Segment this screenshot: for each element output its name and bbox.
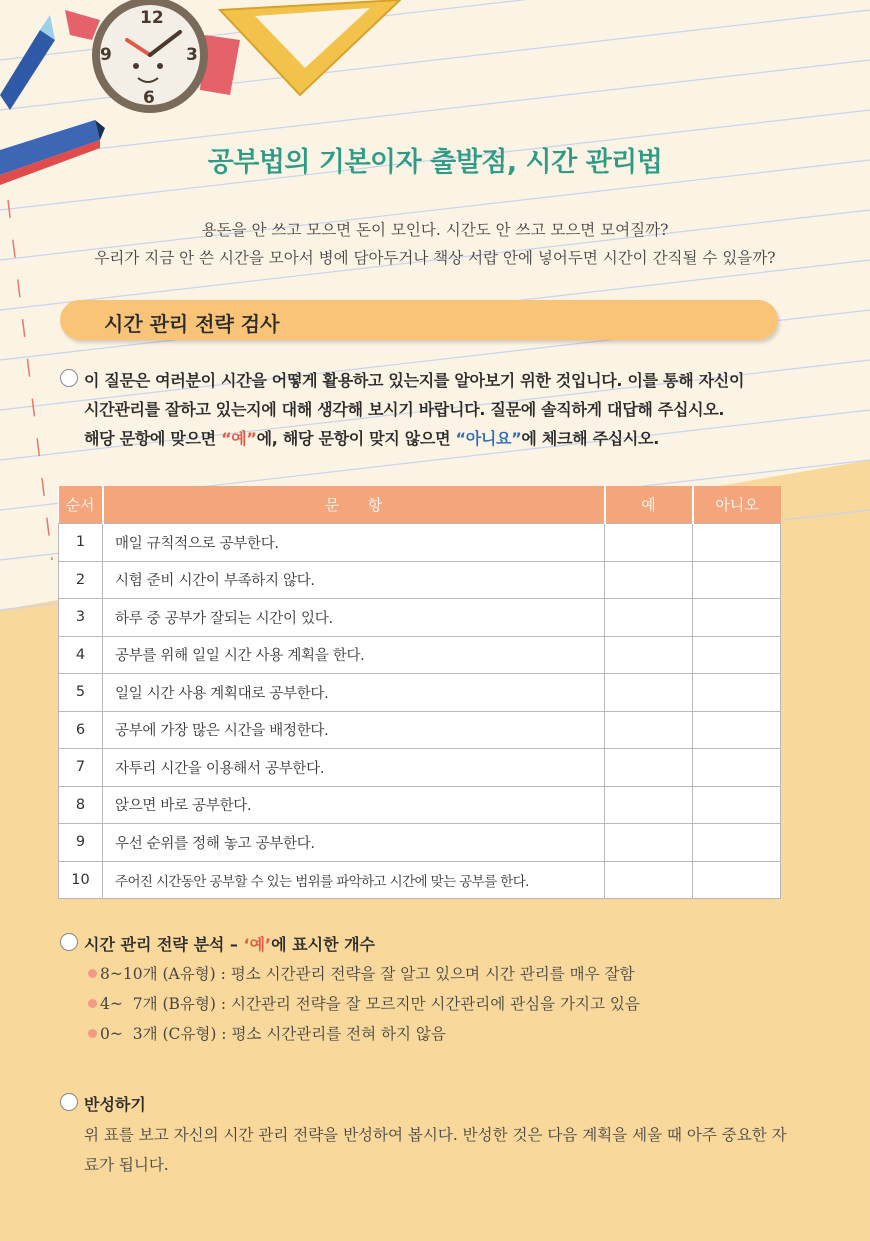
header-question: 문 항	[103, 486, 605, 524]
table-row	[59, 561, 781, 599]
no-check-cell[interactable]	[693, 786, 781, 824]
yes-check-cell[interactable]	[605, 674, 693, 712]
bullet-dot-icon	[88, 1029, 97, 1038]
row-question: 주어진 시간동안 공부할 수 있는 범위를 파악하고 시간에 맞는 공부를 한다.	[103, 861, 605, 899]
section-title: 시간 관리 전략 검사	[104, 312, 280, 336]
instruction-text: 에, 해당 문항이 맞지 않으면	[256, 429, 456, 448]
no-check-cell[interactable]	[693, 674, 781, 712]
smiley-icon	[60, 369, 78, 387]
clock-number-6: 6	[143, 88, 155, 108]
analysis-item	[88, 962, 634, 984]
row-question: 시험 준비 시간이 부족하지 않다.	[103, 561, 605, 599]
no-check-cell[interactable]	[693, 599, 781, 637]
row-num: 10	[59, 861, 103, 899]
analysis-item-text: 0~ 3개 (C유형) : 평소 시간관리를 전혀 하지 않음	[100, 1025, 446, 1043]
row-question: 하루 중 공부가 잘되는 시간이 있다.	[103, 599, 605, 637]
table-row	[59, 786, 781, 824]
analysis-heading-text: 에 표시한 개수	[271, 935, 376, 954]
instruction-text: 해당 문항에 맞으면	[84, 429, 222, 448]
table-row	[59, 674, 781, 712]
yes-check-cell[interactable]	[605, 561, 693, 599]
no-check-cell[interactable]	[693, 711, 781, 749]
header-no: 아니오	[693, 486, 781, 524]
instruction-line-1: 이 질문은 여러분이 시간을 어떻게 활용하고 있는지를 알아보기 위한 것입니다. 이를 통해 자신이	[84, 371, 745, 390]
header-num: 순서	[59, 486, 103, 524]
intro-line-1: 용돈을 안 쓰고 모으면 돈이 모인다. 시간도 안 쓰고 모으면 모여질까?	[201, 221, 669, 239]
row-question: 우선 순위를 정해 놓고 공부한다.	[103, 824, 605, 862]
row-num: 7	[59, 749, 103, 787]
row-num: 9	[59, 824, 103, 862]
row-question: 자투리 시간을 이용해서 공부한다.	[103, 749, 605, 787]
yes-check-cell[interactable]	[605, 711, 693, 749]
clock-number-9: 9	[100, 45, 112, 65]
analysis-item	[88, 1022, 446, 1044]
yes-check-cell[interactable]	[605, 524, 693, 562]
intro-line-2: 우리가 지금 안 쓴 시간을 모아서 병에 담아두거나 책상 서랍 안에 넣어두면 시간이 간직될 수 있을까?	[94, 249, 776, 267]
table-row	[59, 749, 781, 787]
row-num: 4	[59, 636, 103, 674]
reflection-body: 위 표를 보고 자신의 시간 관리 전략을 반성하여 봅시다. 반성한 것은 다음 계획을 세울 때 아주 중요한 자료가 됩니다.	[84, 1126, 787, 1174]
table-header-row	[59, 486, 781, 524]
row-question: 일일 시간 사용 계획대로 공부한다.	[103, 674, 605, 712]
header-yes: 예	[605, 486, 693, 524]
no-check-cell[interactable]	[693, 824, 781, 862]
row-num: 5	[59, 674, 103, 712]
no-check-cell[interactable]	[693, 861, 781, 899]
smiley-icon	[60, 933, 78, 951]
table-row	[59, 599, 781, 637]
yes-quote: “예”	[221, 429, 257, 448]
row-question: 공부에 가장 많은 시간을 배정한다.	[103, 711, 605, 749]
smiley-icon	[60, 1093, 78, 1111]
analysis-heading	[84, 932, 375, 955]
row-num: 8	[59, 786, 103, 824]
bullet-dot-icon	[88, 999, 97, 1008]
no-check-cell[interactable]	[693, 749, 781, 787]
clock-number-12: 12	[140, 8, 164, 28]
clock-number-3: 3	[186, 45, 198, 65]
instruction-line-2: 시간관리를 잘하고 있는지에 대해 생각해 보시기 바랍니다. 질문에 솔직하게 대답해 주십시오.	[84, 400, 725, 419]
page-title: 공부법의 기본이자 출발점, 시간 관리법	[207, 147, 663, 178]
analysis-item-text: 4~ 7개 (B유형) : 시간관리 전략을 잘 모르지만 시간관리에 관심을 가지고 있음	[100, 995, 640, 1013]
no-check-cell[interactable]	[693, 636, 781, 674]
row-question: 앉으면 바로 공부한다.	[103, 786, 605, 824]
table-row	[59, 711, 781, 749]
yes-check-cell[interactable]	[605, 824, 693, 862]
yes-check-cell[interactable]	[605, 786, 693, 824]
yes-check-cell[interactable]	[605, 599, 693, 637]
reflection-heading: 반성하기	[84, 1095, 146, 1114]
yes-check-cell[interactable]	[605, 636, 693, 674]
row-num: 3	[59, 599, 103, 637]
yes-check-cell[interactable]	[605, 861, 693, 899]
table-row	[59, 524, 781, 562]
instruction-line-3	[84, 426, 659, 449]
analysis-item	[88, 992, 640, 1014]
instruction-text: 에 체크해 주십시오.	[521, 429, 659, 448]
survey-table	[58, 486, 781, 899]
table-row	[59, 824, 781, 862]
analysis-item-text: 8~10개 (A유형) : 평소 시간관리 전략을 잘 알고 있으며 시간 관리를 매우 잘함	[100, 965, 635, 983]
table-row	[59, 861, 781, 899]
no-quote: “아니요”	[455, 429, 522, 448]
row-num: 6	[59, 711, 103, 749]
yes-check-cell[interactable]	[605, 749, 693, 787]
bullet-dot-icon	[88, 969, 97, 978]
analysis-yes-quote: ‘예’	[243, 935, 272, 954]
row-question: 매일 규칙적으로 공부한다.	[103, 524, 605, 562]
table-row	[59, 636, 781, 674]
row-num: 2	[59, 561, 103, 599]
no-check-cell[interactable]	[693, 561, 781, 599]
analysis-heading-text: 시간 관리 전략 분석 –	[84, 935, 244, 954]
row-question: 공부를 위해 일일 시간 사용 계획을 한다.	[103, 636, 605, 674]
row-num: 1	[59, 524, 103, 562]
no-check-cell[interactable]	[693, 524, 781, 562]
